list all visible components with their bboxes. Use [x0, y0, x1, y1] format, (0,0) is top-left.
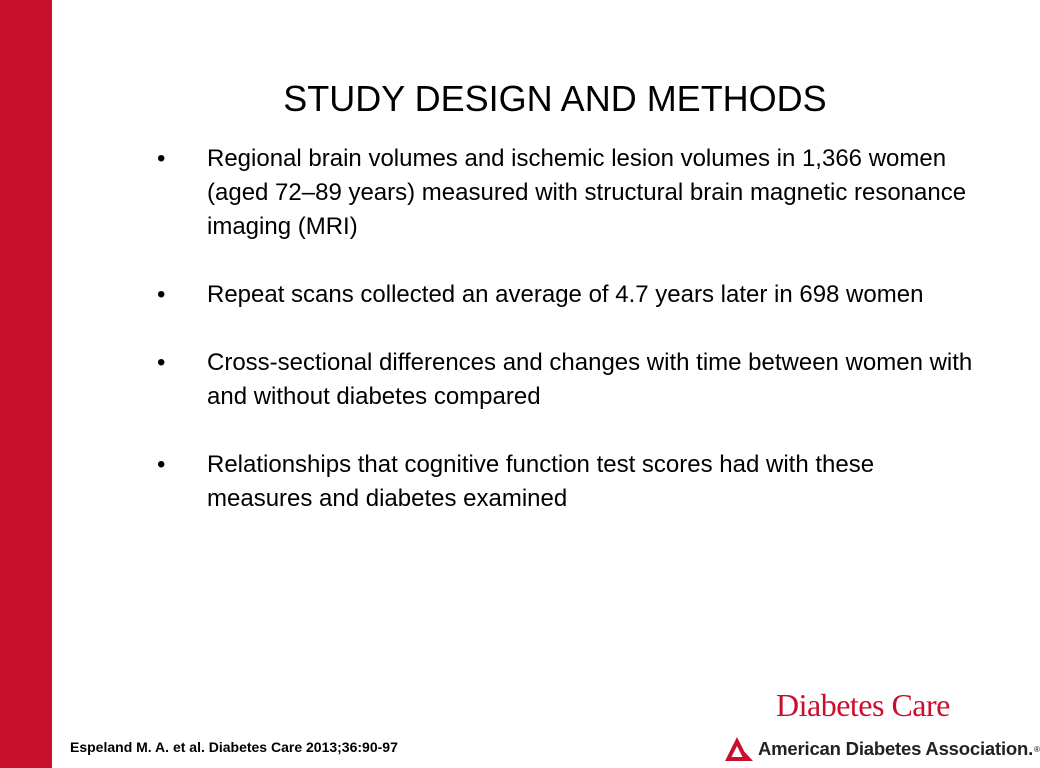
bullet-marker: •: [157, 281, 166, 308]
ada-triangle-icon: [724, 736, 754, 762]
bullet-text: Repeat scans collected an average of 4.7 years later in 698 women: [207, 281, 924, 308]
citation: Espeland M. A. et al. Diabetes Care 2013;36:90-97: [70, 739, 398, 755]
slide-title: STUDY DESIGN AND METHODS: [283, 78, 827, 120]
bullet-item: [153, 448, 973, 516]
bullet-marker: •: [157, 451, 166, 478]
association-name: American Diabetes Association.: [758, 738, 1034, 759]
bullet-text: Relationships that cognitive function test scores had with these measures and diabetes examined: [207, 451, 875, 512]
bullet-list: [153, 142, 973, 550]
bullet-item: [153, 278, 973, 312]
bullet-item: [153, 142, 973, 244]
bullet-marker: •: [157, 145, 166, 172]
side-accent-bar: [0, 0, 52, 768]
journal-logo: Diabetes Care: [776, 687, 950, 723]
bullet-marker: •: [157, 349, 166, 376]
registered-mark: ®: [1034, 744, 1040, 754]
bullet-text: Cross-sectional differences and changes with time between women with and without diabetes compared: [207, 349, 973, 410]
association-logo: [724, 735, 1040, 763]
bullet-item: [153, 346, 973, 414]
bullet-text: Regional brain volumes and ischemic lesion volumes in 1,366 women (aged 72–89 years) measured with structural brain magnetic resonance imaging (MRI): [207, 145, 967, 240]
